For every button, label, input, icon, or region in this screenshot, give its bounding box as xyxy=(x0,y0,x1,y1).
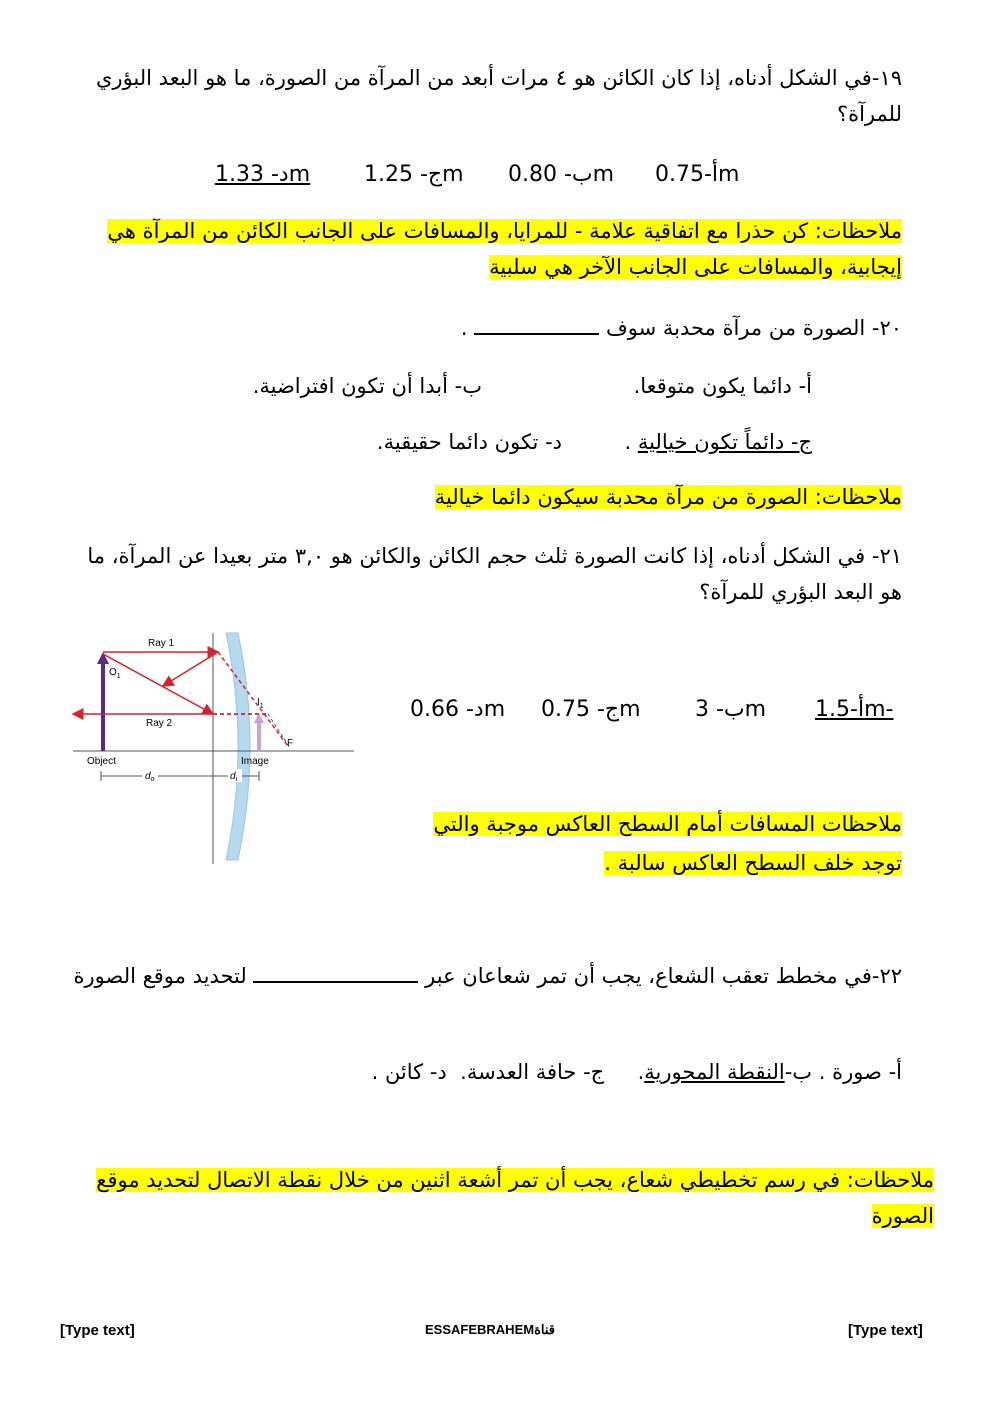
object-label: Object xyxy=(87,756,116,767)
q19-option-c: ج- 1.25m xyxy=(364,162,464,187)
ray-1-reflected xyxy=(163,652,218,686)
q19-question: ١٩-في الشكل أدناه، إذا كان الكائن هو ٤ مرات أبعد من المرآة من الصورة، ما هو البعد البؤري للمرآة؟ xyxy=(96,66,902,126)
q21-note-line-2: توجد خلف السطح العاكس سالبة . xyxy=(604,851,902,875)
do-label: $d_o$ xyxy=(145,771,155,783)
q20-option-a: أ- دائما يكون متوقعا. xyxy=(633,374,812,398)
ray-2-label: Ray 2 xyxy=(146,718,173,729)
q21-option-b: ب- 3m xyxy=(695,697,767,722)
q20-question: ٢٠- الصورة من مرآة محدبة سوف . xyxy=(82,310,902,346)
i1-label: $I_1$ xyxy=(257,697,264,710)
q20-note: ملاحظات: الصورة من مرآة محدبة سيكون دائما خيالية xyxy=(434,485,902,509)
q22-note: ملاحظات: في رسم تخطيطي شعاع، يجب أن تمر أشعة اثنين من خلال نقطة الاتصال لتحديد موقع الصورة xyxy=(96,1168,934,1228)
q21-option-a-answer: أ-1.5m- xyxy=(815,697,894,722)
footer-center: ESSAFEBRAHEMقناة xyxy=(425,1322,555,1337)
q20-option-d: د- تكون دائما حقيقية. xyxy=(376,430,562,454)
q20-blank xyxy=(474,311,599,335)
ray-1-extension xyxy=(218,652,288,746)
di-label: $d_i$ xyxy=(230,771,238,783)
q21-option-d: د- 0.66m xyxy=(410,697,506,722)
q19-option-a: أ-0.75m xyxy=(655,162,740,187)
q21-question: ٢١- في الشكل أدناه، إذا كانت الصورة ثلث حجم الكائن والكائن هو ٣,٠ متر بعيدا عن المرآة، ما هو البعد البؤري للمرآة؟ xyxy=(87,544,902,604)
q22-question: ٢٢-في مخطط تعقب الشعاع، يجب أن تمر شعاعان عبر لتحديد موقع الصورة xyxy=(62,958,902,994)
q19-option-b: ب- 0.80m xyxy=(508,162,615,187)
q21-note-line-1: ملاحظات المسافات أمام السطح العاكس موجبة والتي xyxy=(433,812,902,836)
image-label: Image xyxy=(241,756,269,767)
q22-blank xyxy=(253,959,418,983)
q20-option-c-answer: ج- دائماً تكون خيالية . xyxy=(624,430,812,454)
focal-point-label: F xyxy=(287,738,294,749)
ray-1-label: Ray 1 xyxy=(148,638,175,649)
ray-2-incoming xyxy=(103,654,213,714)
q20-option-b: ب- أبدا أن تكون افتراضية. xyxy=(252,374,482,398)
q21-option-c: ج- 0.75m xyxy=(541,697,641,722)
footer-right: [Type text] xyxy=(848,1322,923,1339)
q19-note: ملاحظات: كن حذرا مع اتفاقية علامة - للمرايا، والمسافات على الجانب الكائن من المرآة هي إيجابية، والمسافات على الجانب الآخر هي سلبية xyxy=(107,219,902,279)
q19-option-d-answer: د- 1.33m xyxy=(215,162,311,187)
q22-option-b-answer: النقطة المحورية xyxy=(644,1060,785,1084)
convex-mirror xyxy=(226,633,250,860)
footer-left: [Type text] xyxy=(60,1322,135,1339)
o1-label: $O_1$ xyxy=(109,667,121,680)
q22-options: أ- صورة . ب-النقطة المحورية. ج- حافة العدسة. د- كائن . xyxy=(371,1060,902,1084)
